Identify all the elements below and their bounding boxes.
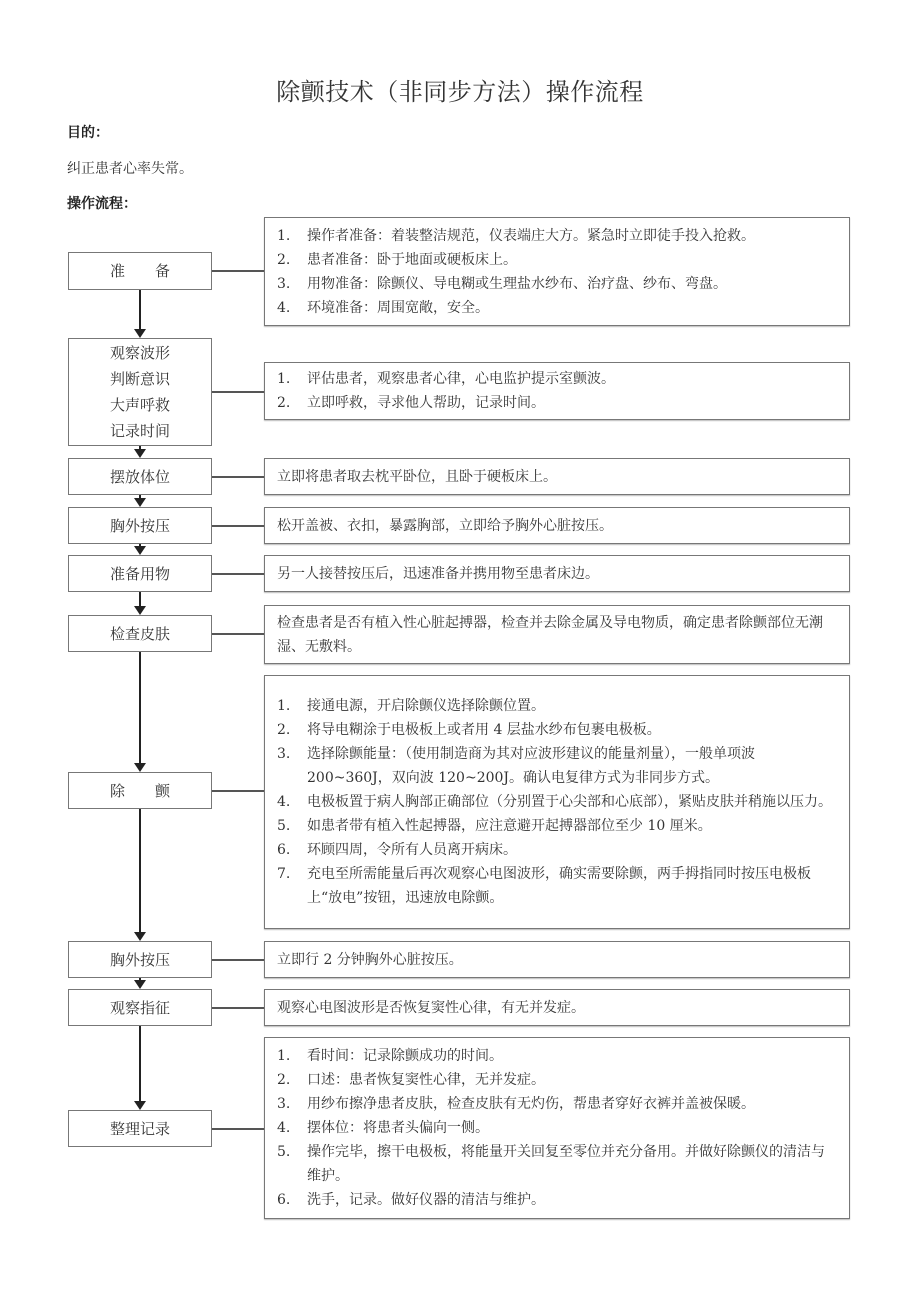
detail-text: 摆体位：将患者头偏向一侧。 bbox=[307, 1120, 489, 1136]
step-box bbox=[68, 989, 212, 1026]
detail-number: 4. bbox=[277, 1120, 291, 1136]
step-box bbox=[68, 338, 212, 446]
step-label: 摆放体位 bbox=[109, 467, 170, 486]
detail-number: 3. bbox=[277, 746, 291, 762]
arrow-down-icon bbox=[134, 763, 146, 772]
detail-number: 4. bbox=[277, 794, 291, 810]
step-label: 观察波形 bbox=[109, 344, 170, 362]
detail-item bbox=[277, 272, 837, 296]
detail-text: 电极板置于病人胸部正确部位（分别置于心尖部和心底部），紧贴皮肤并稍施以压力。 bbox=[307, 794, 832, 810]
detail-number: 7. bbox=[277, 866, 291, 882]
arrow-down-icon bbox=[134, 606, 146, 615]
detail-item bbox=[277, 814, 837, 838]
step-box bbox=[68, 458, 212, 495]
detail-text: 用纱布擦净患者皮肤，检查皮肤有无灼伤，帮患者穿好衣裤并盖被保暖。 bbox=[307, 1096, 755, 1112]
connector-line bbox=[212, 1128, 264, 1130]
flow-line bbox=[139, 652, 141, 764]
step-detail-box bbox=[264, 1037, 850, 1219]
detail-item bbox=[277, 694, 837, 718]
detail-item bbox=[277, 996, 837, 1020]
detail-item bbox=[277, 742, 837, 790]
detail-text: 选择除颤能量：（使用制造商为其对应波形建议的能量剂量），一般单项波 200~360J，双向波 120~200J。确认电复律方式为非同步方式。 bbox=[307, 746, 755, 786]
step-detail-box bbox=[264, 362, 850, 420]
detail-text: 如患者带有植入性起搏器，应注意避开起搏器部位至少 10 厘米。 bbox=[307, 818, 712, 834]
flow-line bbox=[139, 1026, 141, 1102]
detail-item bbox=[277, 1044, 837, 1068]
detail-number: 2. bbox=[277, 1072, 291, 1088]
detail-number: 3. bbox=[277, 275, 291, 292]
detail-text: 患者准备：卧于地面或硬板床上。 bbox=[307, 251, 517, 268]
detail-number: 2. bbox=[277, 251, 291, 268]
step-detail-box bbox=[264, 507, 850, 544]
detail-text: 立即呼救，寻求他人帮助，记录时间。 bbox=[307, 395, 545, 411]
detail-text: 充电至所需能量后再次观察心电图波形，确实需要除颤，两手拇指同时按压电极板上“放电”按钮，迅速放电除颤。 bbox=[307, 866, 811, 906]
step-box bbox=[68, 615, 212, 652]
detail-text: 将导电糊涂于电极板上或者用 4 层盐水纱布包裹电极板。 bbox=[307, 722, 661, 738]
detail-item bbox=[277, 465, 837, 489]
detail-item bbox=[277, 1068, 837, 1092]
flow-line bbox=[139, 809, 141, 933]
detail-text: 立即行 2 分钟胸外心脏按压。 bbox=[277, 951, 463, 968]
detail-text: 观察心电图波形是否恢复窦性心律，有无并发症。 bbox=[277, 999, 585, 1016]
arrow-down-icon bbox=[134, 980, 146, 989]
step-box bbox=[68, 1110, 212, 1147]
detail-text: 评估患者，观察患者心律，心电监护提示室颤波。 bbox=[307, 371, 615, 387]
connector-line bbox=[212, 1007, 264, 1009]
document-title: 除颤技术（非同步方法）操作流程 bbox=[276, 78, 644, 106]
detail-item bbox=[277, 391, 837, 415]
connector-line bbox=[212, 790, 264, 792]
step-label: 整理记录 bbox=[109, 1119, 170, 1138]
detail-item bbox=[277, 718, 837, 742]
flow-line bbox=[139, 592, 141, 607]
detail-text: 松开盖被、衣扣，暴露胸部，立即给予胸外心脏按压。 bbox=[277, 517, 613, 534]
detail-number: 5. bbox=[277, 1144, 291, 1160]
detail-item bbox=[277, 611, 837, 659]
detail-item bbox=[277, 790, 837, 814]
detail-number: 6. bbox=[277, 842, 291, 858]
detail-item bbox=[277, 1116, 837, 1140]
detail-item bbox=[277, 248, 837, 272]
detail-number: 4. bbox=[277, 299, 291, 316]
step-box bbox=[68, 252, 212, 290]
step-detail-box bbox=[264, 605, 850, 664]
detail-item bbox=[277, 1140, 837, 1188]
arrow-down-icon bbox=[134, 498, 146, 507]
detail-item bbox=[277, 1092, 837, 1116]
detail-text: 环顾四周，令所有人员离开病床。 bbox=[307, 842, 517, 858]
detail-text: 环境准备：周围宽敞，安全。 bbox=[307, 299, 489, 316]
detail-number: 1. bbox=[277, 698, 291, 714]
detail-number: 2. bbox=[277, 395, 291, 411]
detail-text: 立即将患者取去枕平卧位，且卧于硬板床上。 bbox=[277, 468, 557, 485]
arrow-down-icon bbox=[134, 546, 146, 555]
connector-line bbox=[212, 391, 264, 393]
detail-number: 6. bbox=[277, 1192, 291, 1208]
arrow-down-icon bbox=[134, 1101, 146, 1110]
step-detail-box bbox=[264, 458, 850, 495]
connector-line bbox=[212, 476, 264, 478]
detail-item bbox=[277, 562, 837, 586]
detail-item bbox=[277, 948, 837, 972]
flow-line bbox=[139, 290, 141, 330]
step-label: 准 备 bbox=[109, 262, 170, 280]
detail-number: 1. bbox=[277, 227, 291, 244]
detail-item bbox=[277, 1188, 837, 1212]
connector-line bbox=[212, 573, 264, 575]
detail-item bbox=[277, 862, 837, 910]
arrow-down-icon bbox=[134, 329, 146, 338]
detail-text: 操作者准备：着装整洁规范，仪表端庄大方。紧急时立即徒手投入抢救。 bbox=[307, 227, 755, 244]
detail-item bbox=[277, 296, 837, 320]
connector-line bbox=[212, 633, 264, 635]
detail-item bbox=[277, 367, 837, 391]
detail-text: 操作完毕，擦干电极板，将能量开关回复至零位并充分备用。并做好除颤仪的清洁与维护。 bbox=[307, 1144, 825, 1184]
detail-number: 1. bbox=[277, 1048, 291, 1064]
detail-text: 另一人接替按压后，迅速准备并携用物至患者床边。 bbox=[277, 565, 599, 582]
detail-text: 洗手，记录。做好仪器的清洁与维护。 bbox=[307, 1192, 545, 1208]
step-box bbox=[68, 555, 212, 592]
detail-number: 1. bbox=[277, 371, 291, 387]
step-detail-box bbox=[264, 941, 850, 978]
step-label: 判断意识 bbox=[109, 370, 170, 388]
step-box bbox=[68, 507, 212, 544]
step-detail-box bbox=[264, 989, 850, 1026]
step-box bbox=[68, 772, 212, 809]
detail-item bbox=[277, 224, 837, 248]
step-detail-box bbox=[264, 555, 850, 592]
step-box bbox=[68, 941, 212, 978]
detail-text: 看时间：记录除颤成功的时间。 bbox=[307, 1048, 503, 1064]
detail-text: 口述：患者恢复窦性心律，无并发症。 bbox=[307, 1072, 545, 1088]
step-label: 胸外按压 bbox=[109, 516, 170, 535]
detail-number: 5. bbox=[277, 818, 291, 834]
step-detail-box bbox=[264, 217, 850, 326]
purpose-text: 纠正患者心率失常。 bbox=[67, 161, 193, 177]
step-label: 观察指征 bbox=[109, 998, 170, 1017]
detail-item bbox=[277, 514, 837, 538]
arrow-down-icon bbox=[134, 932, 146, 941]
flow-label: 操作流程： bbox=[67, 196, 137, 212]
detail-item bbox=[277, 838, 837, 862]
detail-text: 接通电源，开启除颤仪选择除颤位置。 bbox=[307, 698, 545, 714]
connector-line bbox=[212, 525, 264, 527]
step-detail-box bbox=[264, 675, 850, 929]
connector-line bbox=[212, 959, 264, 961]
connector-line bbox=[212, 270, 264, 272]
step-label: 胸外按压 bbox=[109, 950, 170, 969]
detail-text: 检查患者是否有植入性心脏起搏器，检查并去除金属及导电物质，确定患者除颤部位无潮湿、无敷料。 bbox=[277, 614, 823, 655]
arrow-down-icon bbox=[134, 449, 146, 458]
detail-number: 3. bbox=[277, 1096, 291, 1112]
step-label: 记录时间 bbox=[109, 422, 170, 440]
detail-text: 用物准备：除颤仪、导电糊或生理盐水纱布、治疗盘、纱布、弯盘。 bbox=[307, 275, 727, 292]
step-label: 准备用物 bbox=[109, 564, 170, 583]
detail-number: 2. bbox=[277, 722, 291, 738]
step-label: 检查皮肤 bbox=[109, 624, 170, 643]
purpose-label: 目的： bbox=[67, 125, 109, 141]
step-label: 大声呼救 bbox=[109, 396, 170, 414]
step-label: 除 颤 bbox=[109, 781, 170, 800]
